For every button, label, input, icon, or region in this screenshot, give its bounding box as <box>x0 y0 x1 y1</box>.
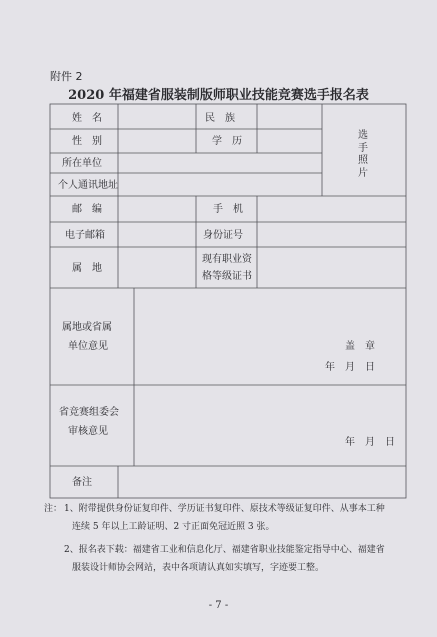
committee-opinion-label-line2: 审核意见 <box>68 426 108 437</box>
annex-label: 附件 2 <box>50 70 83 83</box>
gender-label: 性 别 <box>72 136 102 147</box>
photo-label: 选手照片 <box>358 130 368 179</box>
committee-opinion-label-line1: 省竞赛组委会 <box>59 407 119 418</box>
note-1-line1: 1、附带提供身份证复印件、学历证书复印件、原技术等级证复印件、从事本工种 <box>64 504 385 514</box>
form-title: 2020 年福建省服装制版师职业技能竞赛选手报名表 <box>68 88 369 103</box>
name-label: 姓 名 <box>72 113 102 124</box>
note-2-line1: 2、报名表下载：福建省工业和信息化厅、福建省职业技能鉴定指导中心、福建省 <box>64 545 385 555</box>
address-label: 个人通讯地址 <box>58 180 118 191</box>
region-label: 属 地 <box>72 263 102 274</box>
committee-opinion-date: 年 月 日 <box>345 437 395 448</box>
ethnicity-label: 民 族 <box>205 113 235 124</box>
postcode-label: 邮 编 <box>72 204 102 215</box>
education-label: 学 历 <box>212 136 242 147</box>
local-opinion-label-line1: 属地或省属 <box>62 322 112 333</box>
note-2-line2: 服装设计师协会网站，表中各项请认真如实填写，字迹要工整。 <box>72 563 325 573</box>
mobile-label: 手 机 <box>213 204 243 215</box>
notes-label: 注： <box>44 504 63 514</box>
remark-label: 备注 <box>72 477 92 488</box>
idcard-label: 身份证号 <box>203 230 243 241</box>
certificate-label-line2: 格等级证书 <box>202 271 252 282</box>
local-opinion-label-line2: 单位意见 <box>68 341 108 352</box>
certificate-label-line1: 现有职业资 <box>202 254 252 265</box>
email-label: 电子邮箱 <box>65 230 105 241</box>
seal-label: 盖 章 <box>345 341 375 352</box>
note-1-line2: 连续 5 年以上工龄证明、2 寸正面免冠近照 3 张。 <box>72 522 275 532</box>
local-opinion-date: 年 月 日 <box>325 362 375 373</box>
page-number: - 7 - <box>208 600 229 611</box>
workplace-label: 所在单位 <box>62 158 102 169</box>
